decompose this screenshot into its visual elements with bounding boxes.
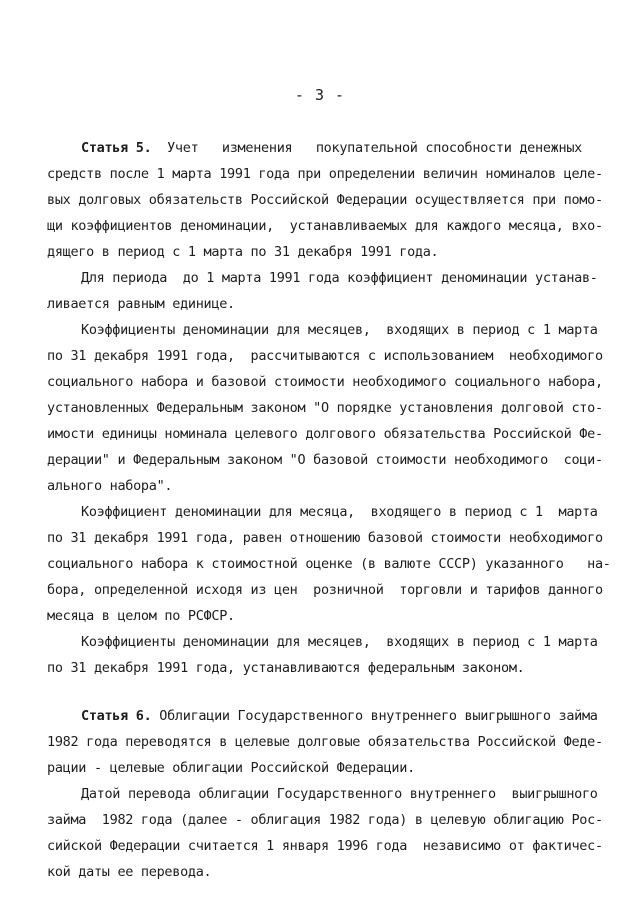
article5-line-8: Коэффициенты деноминации для месяцев, входящих в период с 1 марта [81, 322, 598, 338]
article6-line-2: 1982 года переводятся в целевые долговые обязательства Российской Феде- [47, 734, 603, 750]
article5-heading: Статья 5. [81, 140, 152, 156]
article6-line-6: сийской Федерации считается 1 января 1996 года независимо от фактичес- [47, 838, 603, 854]
article5-line-20: Коэффициенты деноминации для месяцев, входящих в период с 1 марта [81, 634, 598, 650]
article5-line-1-text: Учет изменения покупательной способности денежных [167, 140, 582, 156]
article5-line-18: бора, определенной исходя из цен розничной торговли и тарифов данного [47, 582, 603, 598]
article5-line-7: ливается равным единице. [47, 296, 235, 312]
article6-heading: Статья 6. [81, 708, 152, 724]
article5-line-19: месяца в целом по РСФСР. [47, 608, 235, 624]
article5-line-9: по 31 декабря 1991 года, рассчитываются с использованием необходимого [47, 348, 603, 364]
article5-line-17: социального набора к стоимостной оценке (в валюте СССР) указанного на- [47, 556, 611, 572]
article6-line-3: рации - целевые облигации Российской Федерации. [47, 760, 415, 776]
article6-line-1-text: Облигации Государственного внутреннего выигрышного займа [159, 708, 598, 724]
article5-line-3: вых долговых обязательств Российской Федерации осуществляется при помо- [47, 192, 603, 208]
article5-line-10: социального набора и базовой стоимости необходимого социального набора, [47, 374, 603, 390]
article5-line-2: средств после 1 марта 1991 года при определении величин номиналов целе- [47, 166, 603, 182]
article5-line-4: щи коэффициентов деноминации, устанавливаемых для каждого месяца, вхо- [47, 218, 603, 234]
article6-line-4: Датой перевода облигации Государственного внутреннего выигрышного [81, 786, 598, 802]
article5-line-14: ального набора". [47, 478, 173, 494]
article5-line-5: дящего в период с 1 марта по 31 декабря 1991 года. [47, 244, 439, 260]
article5-line-12: имости единицы номинала целевого долгового обязательства Российской Фе- [47, 426, 603, 442]
article6-line-5: займа 1982 года (далее - облигация 1982 года) в целевую облигацию Рос- [47, 812, 603, 828]
article5-line-11: установленных Федеральным законом "О порядке установления долговой сто- [47, 400, 603, 416]
article5-line-21: по 31 декабря 1991 года, устанавливаются федеральным законом. [47, 660, 525, 676]
article6-line-1 [81, 708, 598, 724]
article5-line-16: по 31 декабря 1991 года, равен отношению базовой стоимости необходимого [47, 530, 603, 546]
article5-line-1 [81, 140, 582, 156]
article5-line-13: дерации" и Федеральным законом "О базовой стоимости необходимого соци- [47, 452, 603, 468]
article5-line-15: Коэффициент деноминации для месяца, входящего в период с 1 марта [81, 504, 598, 520]
article6-line-7: кой даты ее перевода. [47, 864, 212, 880]
article5-line-6: Для периода до 1 марта 1991 года коэффициент деноминации устанав- [81, 270, 598, 286]
page-number: - 3 - [294, 86, 346, 104]
